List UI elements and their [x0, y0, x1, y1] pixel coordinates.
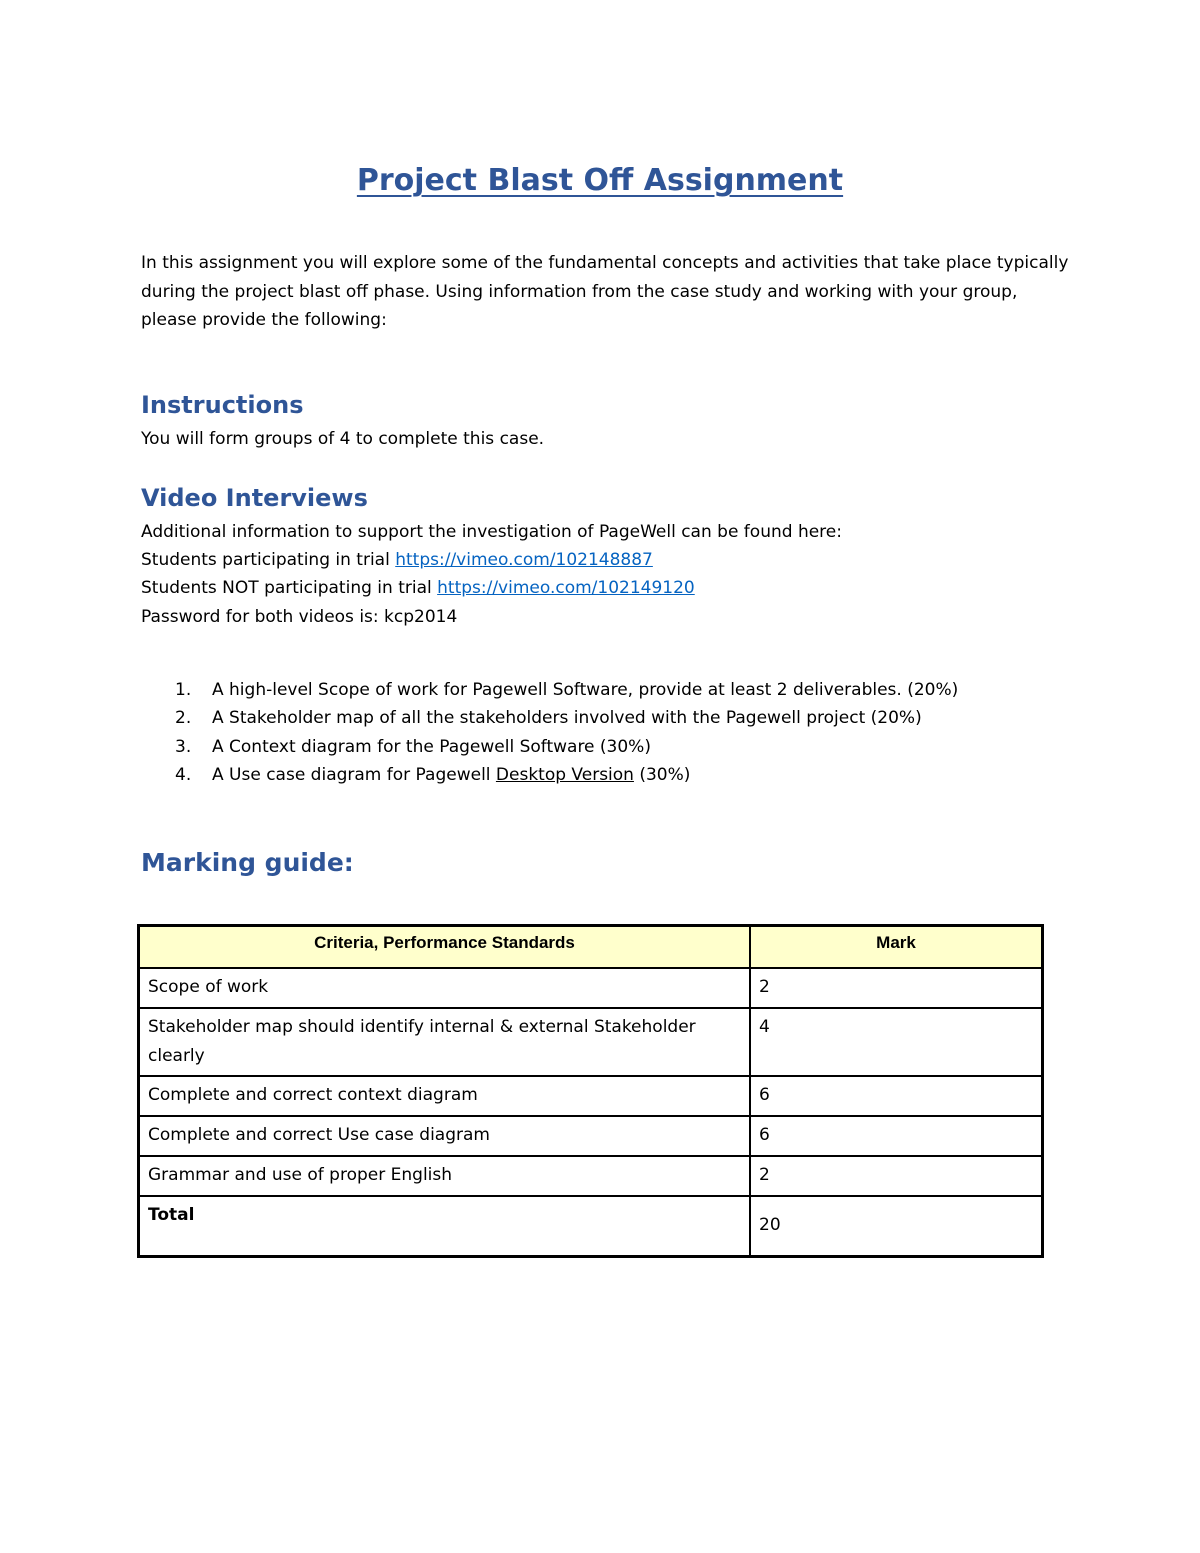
criteria-cell: Complete and correct Use case diagram [139, 1116, 751, 1156]
list-item [141, 733, 958, 761]
video-trial-link[interactable]: https://vimeo.com/102148887 [395, 550, 653, 570]
video-info-line: Additional information to support the investigation of PageWell can be found here: [141, 522, 842, 542]
table-total-row [139, 1196, 1043, 1257]
video-trial-line [141, 546, 653, 575]
video-password-line: Password for both videos is: kcp2014 [141, 607, 458, 627]
video-no-trial-label: Students NOT participating in trial [141, 578, 438, 598]
column-header-criteria: Criteria, Performance Standards [139, 926, 751, 969]
instructions-heading: Instructions [141, 391, 304, 419]
mark-cell: 6 [750, 1076, 1043, 1116]
criteria-cell: Grammar and use of proper English [139, 1156, 751, 1196]
mark-cell: 4 [750, 1008, 1043, 1076]
total-value-cell: 20 [750, 1196, 1043, 1257]
mark-cell: 2 [750, 1156, 1043, 1196]
list-number: 2. [175, 708, 192, 729]
mark-cell: 6 [750, 1116, 1043, 1156]
list-number: 1. [175, 680, 192, 700]
marking-guide-table [137, 924, 1044, 1258]
list-item-text: A Context diagram for the Pagewell Software (30%) [212, 736, 651, 757]
list-item-underlined-text: Desktop Version [495, 764, 634, 785]
list-item [141, 704, 958, 732]
list-item-text: A Stakeholder map of all the stakeholders involved with the Pagewell project (20%) [212, 708, 922, 729]
list-number: 3. [175, 736, 192, 757]
video-trial-label: Students participating in trial [141, 550, 396, 570]
total-label-cell: Total [139, 1196, 751, 1257]
criteria-cell: Scope of work [139, 968, 751, 1008]
table-header-row [139, 926, 1043, 969]
task-list [141, 676, 958, 789]
column-header-mark: Mark [750, 926, 1043, 969]
list-item-text: A Use case diagram for Pagewell [212, 764, 496, 785]
table-row [139, 1008, 1043, 1076]
table-row [139, 1116, 1043, 1156]
criteria-cell: Complete and correct context diagram [139, 1076, 751, 1116]
video-no-trial-link[interactable]: https://vimeo.com/102149120 [437, 578, 695, 598]
page-title: Project Blast Off Assignment [356, 163, 844, 198]
list-item-text: A high-level Scope of work for Pagewell Software, provide at least 2 deliverables. (20%) [212, 680, 959, 700]
list-item [141, 761, 958, 789]
table-row [139, 1076, 1043, 1116]
criteria-cell: Stakeholder map should identify internal & external Stakeholder clearly [139, 1008, 751, 1076]
video-no-trial-line [141, 574, 695, 603]
video-interviews-heading: Video Interviews [141, 484, 368, 512]
table-row [139, 968, 1043, 1008]
marking-guide-heading: Marking guide: [141, 848, 354, 877]
table-row [139, 1156, 1043, 1196]
list-item [141, 676, 958, 704]
instructions-text: You will form groups of 4 to complete this case. [141, 429, 545, 449]
list-number: 4. [175, 764, 192, 785]
list-item-text-suffix: (30%) [633, 764, 691, 785]
mark-cell: 2 [750, 968, 1043, 1008]
intro-paragraph: In this assignment you will explore some of the fundamental concepts and activities that take place typically during the project blast off phase. Using information from the case study and working with your group, please provide the following: [141, 253, 1069, 330]
